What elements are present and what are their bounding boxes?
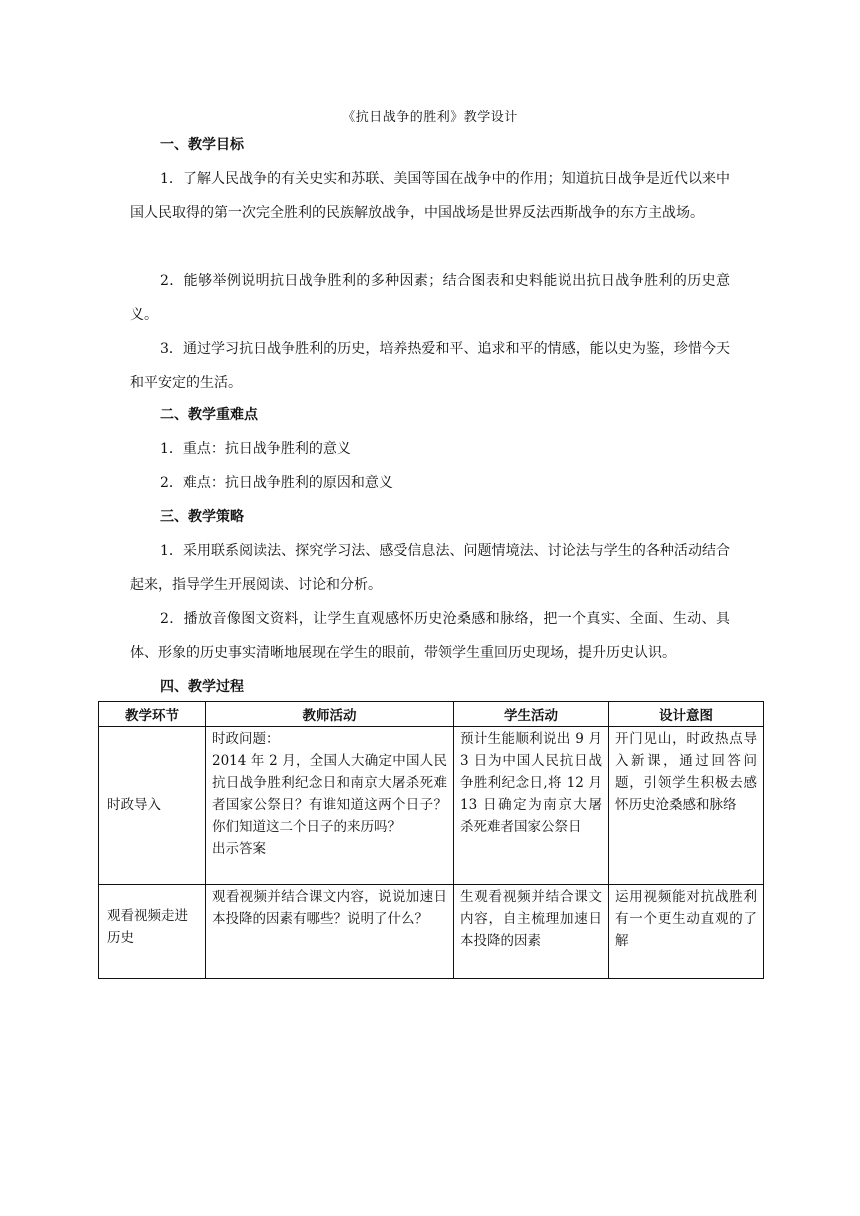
document-title: 《抗日战争的胜利》教学设计 — [342, 110, 518, 125]
student-activity-cell: 生观看视频并结合课文内容，自主梳理加速日本投降的因素 — [454, 885, 609, 979]
section-heading-key-points: 二、教学重难点 — [160, 407, 258, 423]
strategy-item-1: 1．采用联系阅读法、探究学习法、感受信息法、问题情境法、讨论法与学生的各种活动结合起来，指导学生开展阅读、讨论和分析。 — [130, 543, 730, 593]
header-design-intent: 设计意图 — [609, 702, 764, 727]
student-activity-cell: 预计生能顺利说出 9 月 3 日为中国人民抗日战争胜利纪念日,将 12 月 13 日确定为南京大屠杀死难者国家公祭日 — [454, 727, 609, 885]
table-row — [99, 727, 764, 885]
key-point-item-1: 1．重点：抗日战争胜利的意义 — [160, 441, 351, 457]
section-heading-strategy: 三、教学策略 — [160, 509, 244, 525]
section-heading-process: 四、教学过程 — [160, 679, 244, 695]
design-intent-cell: 运用视频能对抗战胜利有一个更生动直观的了解 — [609, 885, 764, 979]
key-point-item-2: 2．难点：抗日战争胜利的原因和意义 — [160, 475, 393, 491]
stage-cell: 观看视频走进历史 — [99, 885, 206, 979]
teacher-activity-cell — [206, 727, 454, 885]
goal-item-3: 3．通过学习抗日战争胜利的历史，培养热爱和平、追求和平的情感，能以史为鉴，珍惜今天和平安定的生活。 — [130, 341, 730, 391]
stage-cell: 时政导入 — [99, 727, 206, 885]
teacher-activity-cell — [206, 885, 454, 979]
design-intent-cell: 开门见山，时政热点导入新课，通过回答问题，引领学生积极去感怀历史沧桑感和脉络 — [609, 727, 764, 885]
header-stage: 教学环节 — [99, 702, 206, 727]
header-student-activity: 学生活动 — [454, 702, 609, 727]
teacher-line: 观看视频并结合课文内容，说说加速日本投降的因素有哪些？说明了什么？ — [212, 889, 447, 927]
table-header-row — [99, 702, 764, 727]
teacher-line: 时政问题： — [212, 731, 280, 747]
table-row — [99, 885, 764, 979]
teacher-line: 2014 年 2 月，全国人大确定中国人民抗日战争胜利纪念日和南京大屠杀死难者国家公祭日？有谁知道这两个日子？你们知道这二个日子的来历吗？ — [212, 753, 447, 835]
teaching-process-table — [98, 701, 764, 979]
goal-item-1: 1．了解人民战争的有关史实和苏联、美国等国在战争中的作用；知道抗日战争是近代以来中国人民取得的第一次完全胜利的民族解放战争，中国战场是世界反法西斯战争的东方主战场。 — [130, 171, 730, 221]
header-teacher-activity: 教师活动 — [206, 702, 454, 727]
section-heading-goals: 一、教学目标 — [160, 137, 244, 153]
goal-item-2: 2．能够举例说明抗日战争胜利的多种因素；结合图表和史料能说出抗日战争胜利的历史意义。 — [130, 273, 730, 323]
teacher-line: 出示答案 — [212, 841, 266, 857]
strategy-item-2: 2．播放音像图文资料，让学生直观感怀历史沧桑感和脉络，把一个真实、全面、生动、具体、形象的历史事实清晰地展现在学生的眼前，带领学生重回历史现场，提升历史认识。 — [130, 611, 730, 661]
